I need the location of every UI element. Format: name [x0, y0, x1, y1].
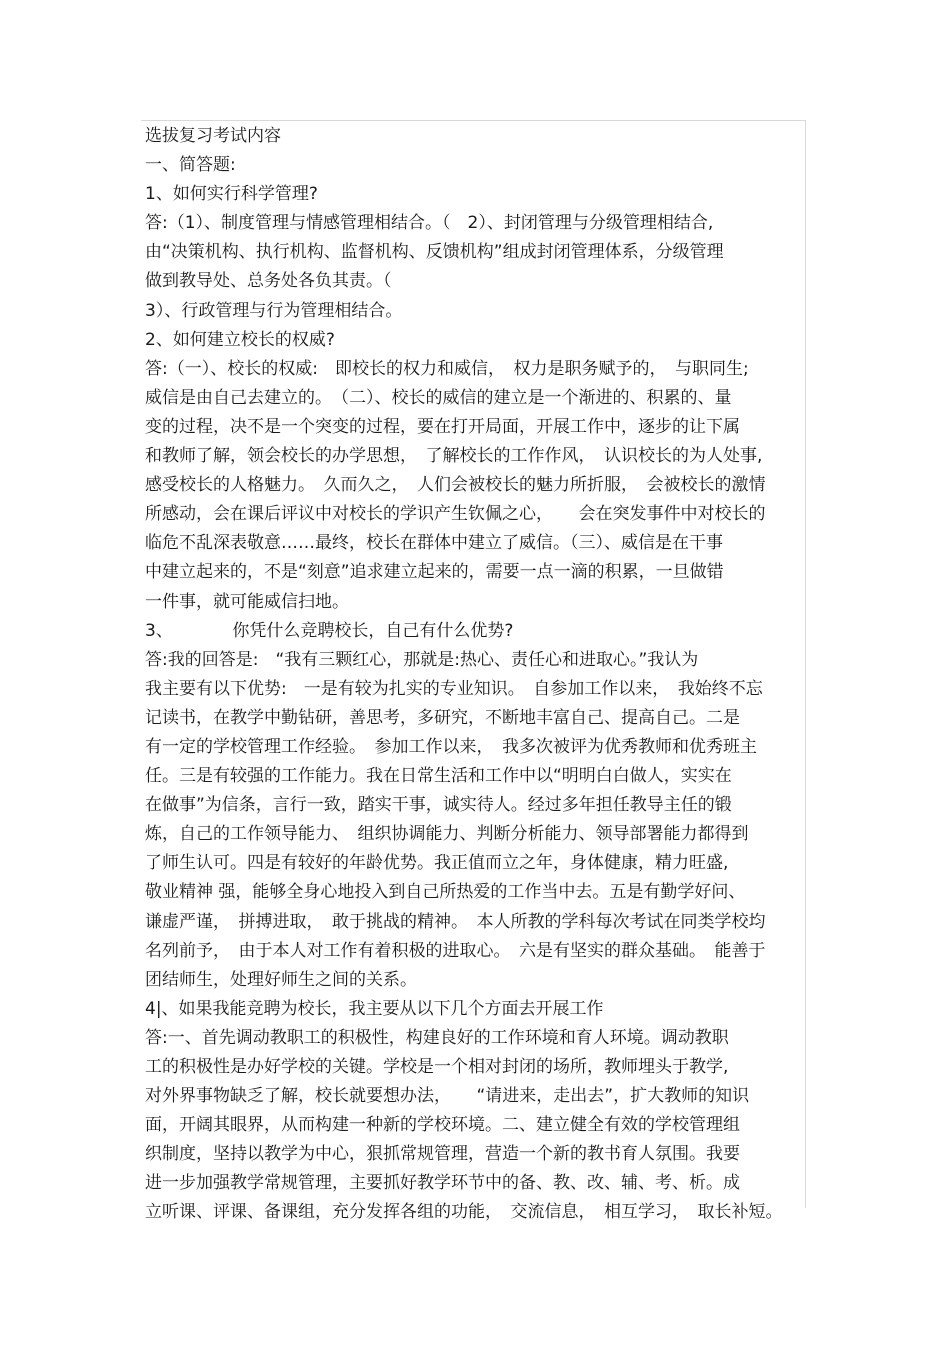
- text-line: 立听课、评课、备课组，充分发挥各组的功能， 交流信息， 相互学习， 取长补短。: [145, 1202, 783, 1223]
- text-line: 敬业精神 强，能够全身心地投入到自己所热爱的工作当中去。五是有勤学好问、: [145, 882, 746, 903]
- document-body: [145, 122, 815, 1228]
- text-line: 谦虚严谨， 拼搏进取， 敢于挑战的精神。 本人所教的学科每次考试在同类学校均: [145, 911, 766, 932]
- doc-title: 选拔复习考试内容: [145, 126, 281, 146]
- text-line: 了师生认可。四是有较好的年龄优势。我正值而立之年，身体健康，精力旺盛,: [145, 853, 729, 874]
- text-line: 答:（1）、制度管理与情感管理相结合。（ 2）、封闭管理与分级管理相结合,: [145, 213, 714, 234]
- text-line: 做到教导处、总务处各负其责。（: [145, 271, 392, 292]
- text-line: 一件事，就可能威信扫地。: [145, 591, 349, 612]
- text-line: 任。三是有较强的工作能力。我在日常生活和工作中以“明明白白做人，实实在: [145, 766, 732, 787]
- question-4: 4|、如果我能竞聘为校长，我主要从以下几个方面去开展工作: [145, 998, 604, 1019]
- text-line: 3）、行政管理与行为管理相结合。: [145, 300, 403, 321]
- text-line: 面，开阔其眼界，从而构建一种新的学校环境。二、建立健全有效的学校管理组: [145, 1115, 740, 1136]
- text-line: 对外界事物缺乏了解，校长就要想办法， “请进来，走出去”，扩大教师的知识: [145, 1086, 750, 1107]
- text-line: 工的积极性是办好学校的关键。学校是一个相对封闭的场所，教师埋头于教学,: [145, 1057, 729, 1077]
- text-line: 和教师了解，领会校长的办学思想， 了解校长的工作作风， 认识校长的为人处事,: [145, 446, 763, 467]
- text-line: 织制度，坚持以教学为中心，狠抓常规管理，营造一个新的教书育人氛围。我要: [145, 1144, 740, 1165]
- question-2: 2、如何建立校长的权威?: [145, 329, 335, 350]
- text-line: 感受校长的人格魅力。 久而久之， 人们会被校长的魅力所折服， 会被校长的激情: [145, 475, 766, 496]
- text-line: 名列前予， 由于本人对工作有着积极的进取心。 六是有坚实的群众基础。 能善于: [145, 940, 766, 961]
- text-line: 进一步加强教学常规管理，主要抓好教学环节中的备、教、改、辅、考、析。成: [145, 1173, 740, 1194]
- text-line: 在做事”为信条，言行一致，踏实干事，诚实待人。经过多年担任教导主任的锻: [145, 795, 732, 816]
- text-line: 我主要有以下优势: 一是有较为扎实的专业知识。 自参加工作以来， 我始终不忘: [145, 678, 763, 699]
- text-line: 有一定的学校管理工作经验。 参加工作以来， 我多次被评为优秀教师和优秀班主: [145, 736, 757, 757]
- text-line: 临危不乱深表敬意……最终，校长在群体中建立了威信。（三）、威信是在干事: [145, 533, 723, 554]
- text-line: 团结师生，处理好师生之间的关系。: [145, 969, 417, 990]
- text-line: 答:我的回答是: “我有三颗红心，那就是:热心、责任心和进取心。”我认为: [145, 649, 699, 670]
- text-line: 答:一、首先调动教职工的积极性，构建良好的工作环境和育人环境。调动教职: [145, 1027, 729, 1048]
- question-3: 3、 你凭什么竞聘校长，自己有什么优势?: [145, 620, 514, 641]
- text-line: 中建立起来的，不是“刻意”追求建立起来的，需要一点一滴的积累，一旦做错: [145, 562, 724, 583]
- section-heading: 一、简答题:: [145, 155, 236, 176]
- text-line: 记读书，在教学中勤钻研，善思考，多研究，不断地丰富自己、提高自己。二是: [145, 707, 740, 728]
- text-line: 威信是由自己去建立的。 （二）、校长的威信的建立是一个渐进的、积累的、量: [145, 387, 732, 408]
- text-line: 所感动，会在课后评议中对校长的学识产生钦佩之心， 会在突发事件中对校长的: [145, 504, 766, 525]
- text-line: 炼，自己的工作领导能力、 组织协调能力、判断分析能力、领导部署能力都得到: [145, 824, 749, 845]
- question-1: 1、如何实行科学管理?: [145, 184, 318, 205]
- text-line: 变的过程，决不是一个突变的过程，要在打开局面，开展工作中，逐步的让下属: [145, 416, 740, 437]
- text-line: 由“决策机构、执行机构、监督机构、反馈机构”组成封闭管理体系，分级管理: [145, 242, 724, 263]
- text-line: 答:（一）、校长的权威: 即校长的权力和威信， 权力是职务赋予的， 与职同生;: [145, 358, 749, 379]
